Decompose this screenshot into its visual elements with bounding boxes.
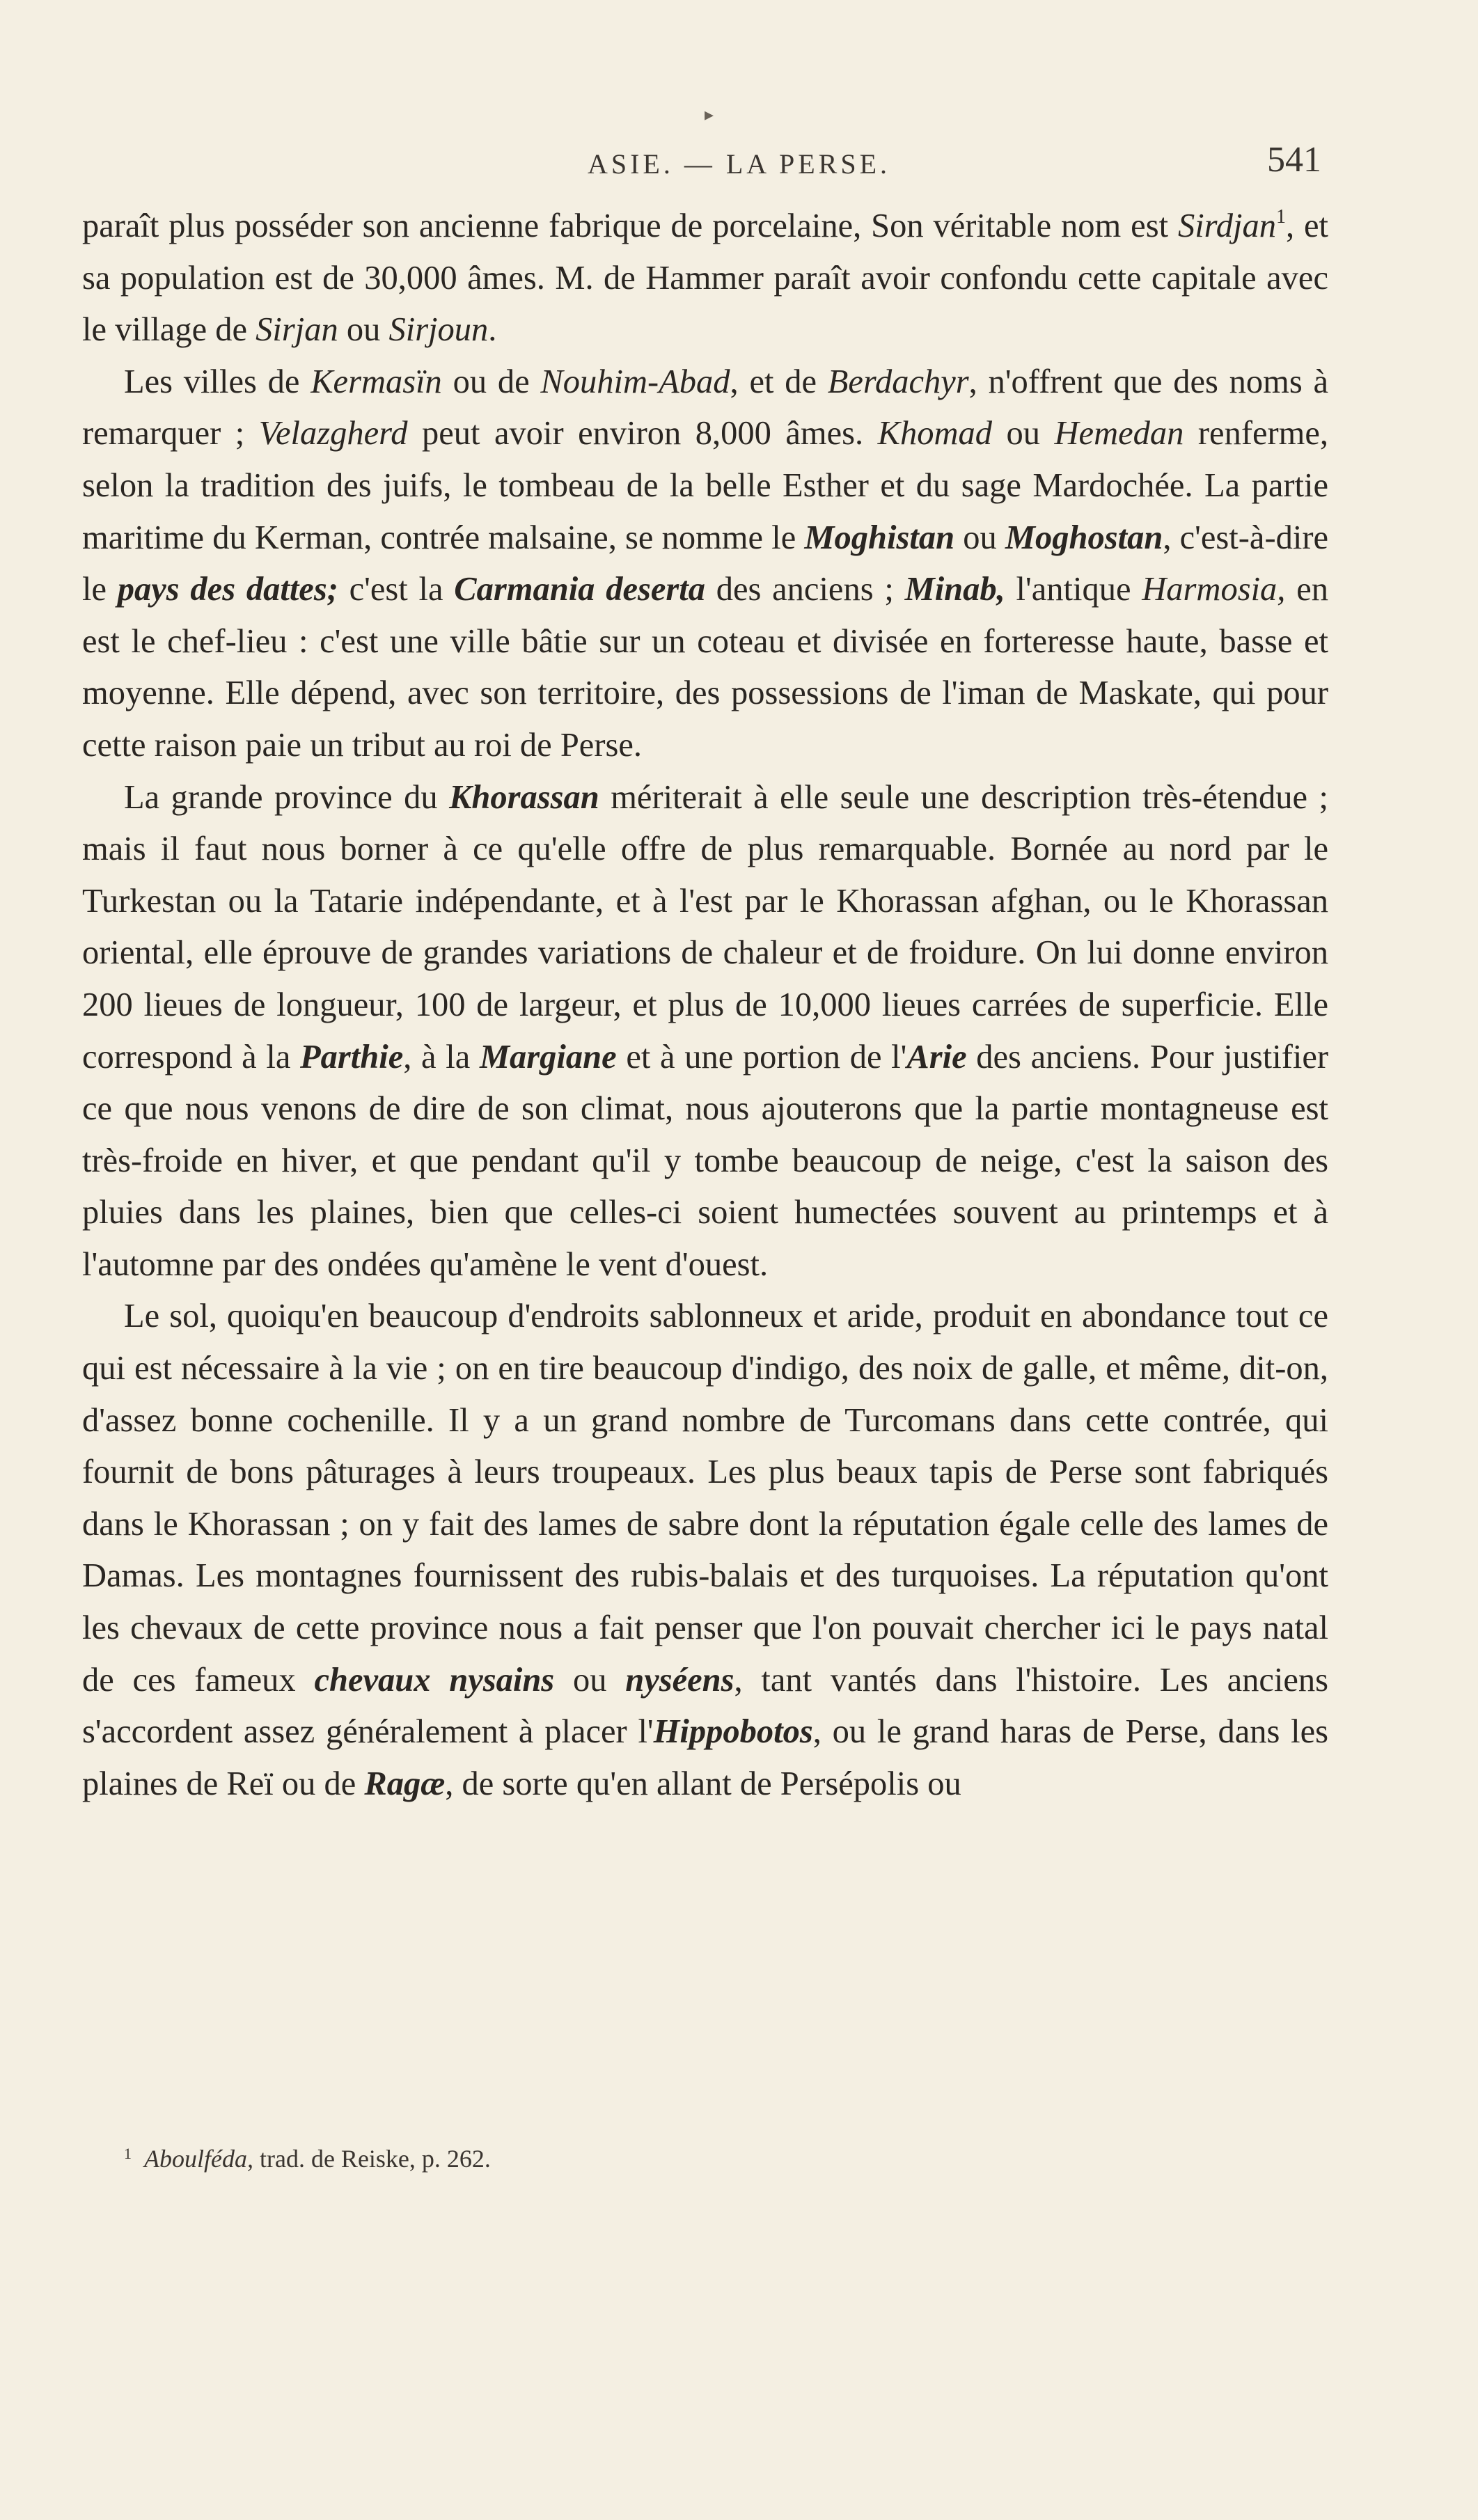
text-run: renferme, selon la tradition des juifs, le tombeau de la belle Esther et du sage Mardochée. La partie maritime du Kerman, contrée malsaine, se nomme le <box>82 415 1329 556</box>
text-run: , à la <box>403 1038 480 1076</box>
footnote-text: trad. de Reiske, p. 262. <box>253 2145 491 2173</box>
italic-term: Hippobotos <box>653 1713 813 1751</box>
paragraph <box>82 356 1328 772</box>
italic-term: Ragæ <box>364 1765 446 1802</box>
text-run: ou <box>992 415 1055 452</box>
italic-term: Carmania deserta <box>454 571 705 608</box>
text-run: La grande province du <box>124 778 450 816</box>
body-text <box>82 200 1328 1810</box>
text-run: peut avoir environ 8,000 âmes. <box>407 415 878 452</box>
footnote-marker: 1 <box>124 2145 132 2162</box>
text-run: des anciens. Pour justifier ce que nous venons de dire de son climat, nous ajouterons que la partie montagneuse est très-froide en hiver, et que pendant qu'il y tombe beaucoup de neige, c'est la saison des pluies dans les plaines, bien que celles-ci soient humectées souvent au printemps et à l'automne par des ondées qu'amène le vent d'ouest. <box>82 1038 1328 1283</box>
text-run: ou <box>954 519 1005 556</box>
italic-term: Kermasïn <box>310 363 442 400</box>
text-run: paraît plus posséder son ancienne fabrique de porcelaine, Son véritable nom est <box>82 207 1178 244</box>
running-head: ASIE. — LA PERSE. <box>587 148 891 180</box>
text-run: , et sa population est de 30,000 âmes. M. de Hammer paraît avoir confondu cette capitale avec le village de <box>82 207 1328 349</box>
paragraph <box>82 200 1328 356</box>
italic-term: Berdachyr <box>827 363 969 400</box>
italic-term: Parthie <box>300 1038 404 1076</box>
italic-term: Moghistan <box>804 519 955 556</box>
text-run: des anciens ; <box>705 571 905 608</box>
text-run: , n'offrent que des noms à remarquer ; <box>82 363 1329 452</box>
italic-term: Arie <box>906 1038 967 1076</box>
text-run: mériterait à elle seule une description très-étendue ; mais il faut nous borner à ce qu'elle offre de plus remarquable. Bornée au nord par le Turkestan ou la Tatarie indépendante, et à l'est par le Khorassan afghan, ou le Khorassan oriental, elle éprouve de grandes variations de chaleur et de froidure. On lui donne environ 200 lieues de longueur, 100 de largeur, et plus de 10,000 lieues carrées de superficie. Elle correspond à la <box>82 778 1328 1076</box>
text-run: , ou le grand haras de Perse, dans les plaines de Reï ou de <box>82 1713 1328 1802</box>
page-number: 541 <box>1267 140 1321 180</box>
paragraph <box>82 772 1328 1291</box>
italic-term: nyséens <box>625 1661 734 1699</box>
text-run: et à une portion de l' <box>616 1038 907 1076</box>
print-mark: ▸ <box>705 104 714 125</box>
italic-term: Harmosia, <box>1142 571 1286 608</box>
text-run: , et de <box>730 363 828 400</box>
italic-term: Khorassan <box>449 778 599 816</box>
italic-term: chevaux nysains <box>314 1661 555 1699</box>
text-run: Le sol, quoiqu'en beaucoup d'endroits sablonneux et aride, produit en abondance tout ce qui est nécessaire à la vie ; on en tire beaucoup d'indigo, des noix de galle, et même, dit-on, d'assez bonne cochenille. Il y a un grand nombre de Turcomans dans cette contrée, qui fournit de bons pâturages à leurs troupeaux. Les plus beaux tapis de Perse sont fabriqués dans le Khorassan ; on y fait des lames de sabre dont la réputation égale celle des lames de Damas. Les montagnes fournissent des rubis-balais et des turquoises. La réputation qu'ont les chevaux de cette province nous a fait penser que l'on pouvait chercher ici le pays natal de ces fameux <box>82 1298 1328 1699</box>
footnote-source: Aboulféda, <box>144 2145 253 2173</box>
text-run: ou <box>338 311 389 349</box>
italic-term: Sirdjan <box>1177 207 1276 244</box>
page-header <box>0 139 1478 188</box>
italic-term: Minab, <box>904 571 1005 608</box>
italic-term: Khomad <box>877 415 993 452</box>
italic-term: Moghostan <box>1005 519 1163 556</box>
text-run: ou de <box>441 363 541 400</box>
italic-term: Sirjoun <box>388 311 489 349</box>
footnote-ref: 1 <box>1275 206 1286 228</box>
footnote <box>124 2144 1307 2173</box>
text-run: , tant vantés dans l'histoire. Les anciens s'accordent assez généralement à placer l' <box>82 1661 1329 1751</box>
text-run: . <box>488 311 497 349</box>
text-run: c'est la <box>338 571 455 608</box>
italic-term: Nouhim-Abad <box>540 363 730 400</box>
text-run: l'antique <box>1005 571 1142 608</box>
text-run: Les villes de <box>124 363 311 400</box>
italic-term: Velazgherd <box>258 415 408 452</box>
italic-term: Sirjan <box>255 311 338 349</box>
text-run: , c'est-à-dire le <box>82 519 1329 608</box>
italic-term: Hemedan <box>1054 415 1184 452</box>
italic-term: pays des dattes; <box>117 571 338 608</box>
text-run: en est le chef-lieu : c'est une ville bâtie sur un coteau et divisée en forteresse haute, basse et moyenne. Elle dépend, avec son territoire, des possessions de l'iman de Maskate, qui pour cette raison paie un tribut au roi de Perse. <box>82 571 1328 764</box>
paragraph <box>82 1291 1328 1810</box>
text-run: ou <box>554 1661 626 1699</box>
text-run: , de sorte qu'en allant de Persépolis ou <box>445 1765 961 1802</box>
italic-term: Margiane <box>479 1038 617 1076</box>
